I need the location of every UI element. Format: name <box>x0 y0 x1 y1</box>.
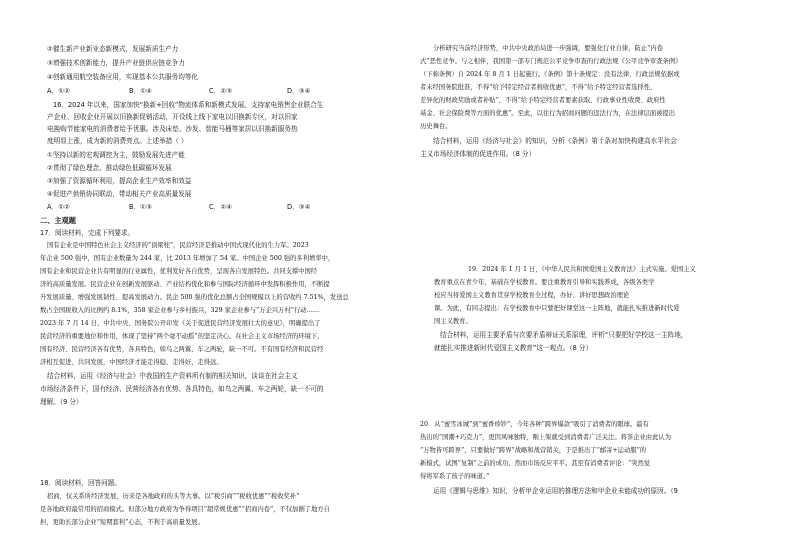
q16-option-a: A．①② <box>47 203 70 211</box>
q15-item-2: ②催生新产业新业态新模式，发展新质生产力 <box>47 45 179 53</box>
q18-material-line-3: 担，更助长部分企业“短期套利”心态，不利于高质量发展。 <box>40 519 204 526</box>
q18-cont-line-1: 分析研究当前经济形势，中共中央政治局进一步强调，要强化行业自律，防止“内卷 <box>433 45 663 52</box>
q19-material-line-3: 校应当将爱国主义教育贯穿学校教育全过程，办好、讲好思想政治理论 <box>434 292 630 299</box>
q20-material-line-2: 热出的“国潮+巧克力”，更因风味独特，刚上架就受到消费者广泛关注。将茶企业由此认为 <box>420 434 671 441</box>
q16-item-1: ①坚持以新的宏观调控为主，鼓励发展先进产能 <box>47 151 185 159</box>
q19-requirement-line-2: 就能扎实推进新时代爱国主义教育”这一观点。（8 分） <box>434 344 593 352</box>
q18-cont-line-7: 历史舞台。 <box>420 123 452 130</box>
q15-item-3: ③增强技术创新能力，提升产业链供应链竞争力 <box>47 59 185 67</box>
q19-material-line-5: 国主义教育。 <box>434 318 472 325</box>
q18-cont-line-4: 者未经国务院批准，不得“给予特定经营者税收优惠”，不得“给予特定经营者选择性、 <box>420 84 657 91</box>
q18-requirement-line-2: 主义市场经济体制的促进作用。（8 分） <box>420 150 536 158</box>
q18-cont-line-3: （下称条例）自 2024 年 8 月 1 日起施行。《条例》第十条规定：没有法律、行政法规依据或 <box>420 71 680 78</box>
q15-option-d: D．③④ <box>287 87 311 95</box>
q18-material-line-2: 是各地政府最常用的招商模式。但部分地方政府为争得项目“超常规优惠”“招商内卷”，不仅加剧了地方自 <box>40 506 330 513</box>
q17-material-line-4: 济的高质量发展。民营企业在创新发展驱动、产业结构优化和参与国际经济循环中发挥积极作用，不断提 <box>40 281 330 288</box>
q17-material-line-8: 民营经济的重要地位和作用，体现了坚持“两个毫不动摇”的坚定决心。在社会主义市场经济的环境下， <box>40 333 324 340</box>
q16-stem-line-4: 度明显上涨，成为新的消费亮点。上述举措（ ） <box>47 137 188 145</box>
q17-material-line-9: 国有经济、民营经济各有优势，各具特色，如鸟之两翼、车之两轮，缺一不可。不有国有经济和民营经 <box>40 346 324 353</box>
q17-material-line-2: 年企业 500 强中，国有企业数量为 244 家，比 2013 年增加了 54 家。中国企业 500 强的多利增率中， <box>40 255 335 262</box>
q15-item-4: ④创新通用航空装备应用，实现基本公共服务均等化 <box>47 73 198 81</box>
q16-option-b: B．①③ <box>129 203 152 211</box>
q16-item-2: ②贯彻了绿色理念，推动绿色低碳循环发展 <box>47 164 172 172</box>
q20-material-line-1: 20．从“蜜雪冰城”到“蜜香珍钞”，今年各种“跨界爆款”吸引了消费者的眼球。最有 <box>420 421 649 428</box>
q16-item-3: ③加强了资源循环利用，提高企业生产效率和效益 <box>47 177 192 185</box>
q17-requirement-line-1: 结合材料，运用《经济与社会》中我国的生产资料所有制的相关知识，谈谈在社会主义 <box>47 372 298 380</box>
q16-option-d: D．③④ <box>287 203 311 211</box>
q20-material-line-4: 新模式，试图“复制”之前的成功，然而市场反应平平。甚至有消费者评论：“突然觉 <box>420 460 651 467</box>
q18-intro: 18．阅读材料，回答问题。 <box>40 479 121 487</box>
q18-cont-line-5: 差异化的财政奖励或者补贴”，不得“给予特定经营者要素获取、行政事业性收费、政府性 <box>420 97 666 104</box>
q19-material-line-2: 教育重点在青少年，基础在学校教育。要注重教育引导和实践养成，各级各类学 <box>434 279 655 286</box>
q18-cont-line-6: 基金、社会保险费等方面的优惠”。至此，以往行为招商问题的违法行为，在法律层面被提出 <box>420 110 676 117</box>
q15-option-c: C．②③ <box>209 87 233 95</box>
q16-stem-line-2: 产企业、回收企业开展以旧换新促销活动，开设线上线下家电以旧换新专区，对以旧家 <box>47 113 298 121</box>
q18-cont-line-2: 式”恶性竞争。与之相伴，我国第一部专门规范公平竞争审查的行政法规《公平竞争审查条例》 <box>420 58 682 65</box>
q19-requirement-line-1: 结合材料，运用主要矛盾与次要矛盾辩证关系原理，评析“只要把好学校这一主阵地， <box>440 331 688 339</box>
q20-material-line-3: “万物皆可跨界”，只要做好“跨界”战略和战营销关，于是推出了“邮寄+运动服”的 <box>420 447 647 454</box>
q17-material-line-6: 数占全国税收入的比例约 8.1%，358 家企业参与乡村振兴，329 家企业参与“万企兴万村”行动…… <box>40 307 320 314</box>
q20-requirement: 运用《逻辑与思维》知识，分析甲企业运用的推理方法和甲企业未能成功的原因。（9 <box>433 487 678 495</box>
q17-material-line-1: 国有企业是中国特色社会主义经济的“顶梁柱”，民营经济是推动中国式现代化的生力军。2023 <box>47 242 309 249</box>
q16-item-4: ④促进产供销协同联动，带动相关产业高质量发展 <box>47 190 192 198</box>
q15-option-a: A．①② <box>47 87 70 95</box>
q18-material-line-1: 招商，仅关系所经济发展，历来是各地政府的头等大事。以“税引商”“税收优惠”“税收奖补” <box>47 493 300 500</box>
q17-requirement-line-3: 理解。（9 分） <box>40 398 83 406</box>
q20-material-line-5: 得将军系了孩子的味道。” <box>420 473 490 480</box>
q17-intro: 17．阅读材料，完成下列要求。 <box>40 229 135 237</box>
q17-material-line-7: 2023 年 7 月 14 日，中共中央、国务院公开印发《关于促进民营经济发展壮大的意见》，明确提出了 <box>40 320 321 327</box>
q16-stem-line-3: 电换购节能家电的消费者给予优惠。涉及床垫、沙发、智能马桶等家居以旧换新服务热 <box>47 125 298 133</box>
q16-stem-line-1: 16．2024 年以来，国家加快“换新+回收”物流体系和新模式发展。支持家电销售企业联合生 <box>53 101 324 109</box>
q17-material-line-10: 济相互促进、共同发展，中国经济才能走得稳、走得好、走得远。 <box>40 359 223 366</box>
q19-material-line-1: 19．2024 年 1 月 1 日，《中华人民共和国爱国主义教育法》主式实施。爱国主义 <box>468 266 696 273</box>
section-title: 二、主观题 <box>40 216 76 225</box>
q17-material-line-5: 升发展质量、增强发展韧性、提高发展动力。民企 500 强的优化总额占全国规模以上的营收约 7.51%，发送总 <box>40 294 349 301</box>
q17-requirement-line-2: 市场经济条件下，国有经济、民营经济各有优势、各具特色，如鸟之两翼、车之两轮，缺一不可的 <box>40 385 324 393</box>
q16-option-c: C．②④ <box>209 203 233 211</box>
q18-requirement-line-1: 结合材料，运用《经济与社会》的知识，分析《条例》第十条对加快构建高水平社会 <box>433 137 677 145</box>
q17-material-line-3: 国有企业和民营企业共有明显的行业属性，优利发好各自优势，呈现各自发展特色。共同支撑中国经 <box>40 268 318 275</box>
q15-option-b: B．①④ <box>129 87 152 95</box>
q19-material-line-4: 课。为此，有同志提出：在学校教育中只要把好课堂这一主阵地，就能扎实推进新时代爱 <box>434 305 680 312</box>
